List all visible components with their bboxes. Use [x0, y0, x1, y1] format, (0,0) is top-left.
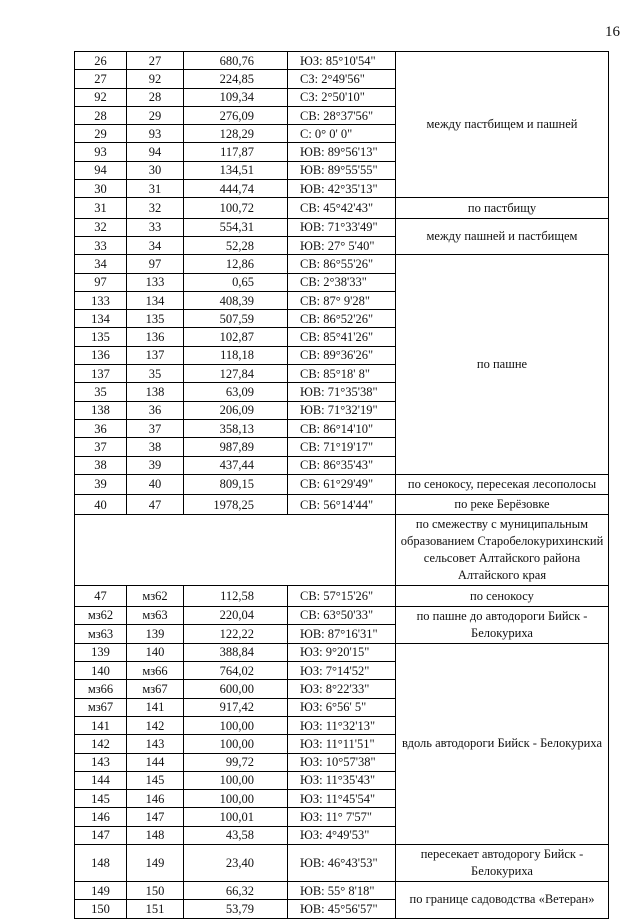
point-from: 142	[75, 735, 127, 753]
distance: 63,09	[184, 383, 288, 401]
bearing: ЮВ: 46°43'53"	[288, 844, 396, 881]
point-to: 39	[127, 456, 184, 474]
distance: 358,13	[184, 419, 288, 437]
boundary-table	[74, 51, 609, 919]
bearing: ЮЗ: 11° 7'57"	[288, 808, 396, 826]
distance: 444,74	[184, 180, 288, 198]
distance: 66,32	[184, 881, 288, 899]
distance: 112,58	[184, 586, 288, 606]
segment-description: между пастбищем и пашней	[396, 52, 609, 198]
distance: 12,86	[184, 255, 288, 273]
bearing: СВ: 89°36'26"	[288, 346, 396, 364]
distance: 100,00	[184, 771, 288, 789]
point-from: 150	[75, 900, 127, 918]
point-from: мз66	[75, 680, 127, 698]
segment-description: по сенокосу	[396, 586, 609, 606]
point-to: 31	[127, 180, 184, 198]
bearing: СВ: 86°52'26"	[288, 310, 396, 328]
bearing: СВ: 71°19'17"	[288, 438, 396, 456]
distance: 118,18	[184, 346, 288, 364]
point-from: 146	[75, 808, 127, 826]
distance: 134,51	[184, 161, 288, 179]
table-row	[75, 606, 609, 625]
point-from: 39	[75, 474, 127, 494]
distance: 23,40	[184, 844, 288, 881]
bearing: СВ: 45°42'43"	[288, 198, 396, 218]
distance: 408,39	[184, 291, 288, 309]
distance: 43,58	[184, 826, 288, 844]
table-row	[75, 52, 609, 70]
point-from: 133	[75, 291, 127, 309]
distance: 600,00	[184, 680, 288, 698]
distance: 437,44	[184, 456, 288, 474]
point-from: 29	[75, 125, 127, 143]
segment-description: пересекает автодорогу Бийск - Белокуриха	[396, 844, 609, 881]
bearing: СВ: 28°37'56"	[288, 106, 396, 124]
point-to: 27	[127, 52, 184, 70]
point-from: 135	[75, 328, 127, 346]
table-row	[75, 495, 609, 515]
point-to: 33	[127, 218, 184, 236]
point-from: 28	[75, 106, 127, 124]
point-from: 140	[75, 662, 127, 680]
distance: 102,87	[184, 328, 288, 346]
bearing: СВ: 63°50'33"	[288, 606, 396, 625]
bearing: ЮЗ: 11°35'43"	[288, 771, 396, 789]
point-to: 97	[127, 255, 184, 273]
segment-description: по сенокосу, пересекая лесополосы	[396, 474, 609, 494]
point-to: 133	[127, 273, 184, 291]
point-to: 140	[127, 643, 184, 661]
segment-description: по смежеству с муниципальным образованием Старобелокурихинский сельсовет Алтайского района Алтайского края	[396, 515, 609, 586]
point-from: 147	[75, 826, 127, 844]
bearing: СЗ: 2°50'10"	[288, 88, 396, 106]
bearing: СВ: 56°14'44"	[288, 495, 396, 515]
point-from: 93	[75, 143, 127, 161]
point-from: 38	[75, 456, 127, 474]
point-from: 36	[75, 419, 127, 437]
point-from: 94	[75, 161, 127, 179]
distance: 764,02	[184, 662, 288, 680]
point-to: 137	[127, 346, 184, 364]
table-row	[75, 515, 609, 586]
distance: 224,85	[184, 70, 288, 88]
point-from: 139	[75, 643, 127, 661]
distance: 809,15	[184, 474, 288, 494]
point-from: 145	[75, 790, 127, 808]
point-to: 34	[127, 236, 184, 254]
point-to: 37	[127, 419, 184, 437]
distance: 220,04	[184, 606, 288, 625]
point-from: 37	[75, 438, 127, 456]
point-from: 137	[75, 365, 127, 383]
point-to: 144	[127, 753, 184, 771]
bearing: СВ: 86°35'43"	[288, 456, 396, 474]
point-to: мз62	[127, 586, 184, 606]
bearing: СВ: 57°15'26"	[288, 586, 396, 606]
distance: 680,76	[184, 52, 288, 70]
distance: 276,09	[184, 106, 288, 124]
point-to: 135	[127, 310, 184, 328]
distance: 0,65	[184, 273, 288, 291]
distance: 554,31	[184, 218, 288, 236]
point-to: 94	[127, 143, 184, 161]
point-from: 32	[75, 218, 127, 236]
point-to: 146	[127, 790, 184, 808]
table-row	[75, 255, 609, 273]
bearing: ЮЗ: 11°11'51"	[288, 735, 396, 753]
distance: 52,28	[184, 236, 288, 254]
point-to: 151	[127, 900, 184, 918]
point-to: 92	[127, 70, 184, 88]
bearing: ЮЗ: 7°14'52"	[288, 662, 396, 680]
point-to: мз66	[127, 662, 184, 680]
point-from: 27	[75, 70, 127, 88]
point-to: 40	[127, 474, 184, 494]
point-from: 30	[75, 180, 127, 198]
bearing: ЮВ: 27° 5'40"	[288, 236, 396, 254]
segment-description: по границе садоводства «Ветеран»	[396, 881, 609, 918]
segment-description: по пашне	[396, 255, 609, 475]
bearing: СВ: 86°55'26"	[288, 255, 396, 273]
point-from: 149	[75, 881, 127, 899]
distance: 388,84	[184, 643, 288, 661]
point-from: 31	[75, 198, 127, 218]
point-from: 134	[75, 310, 127, 328]
point-to: 149	[127, 844, 184, 881]
distance: 917,42	[184, 698, 288, 716]
distance: 100,01	[184, 808, 288, 826]
bearing: ЮВ: 71°35'38"	[288, 383, 396, 401]
point-to: 148	[127, 826, 184, 844]
segment-description: между пашней и пастбищем	[396, 218, 609, 255]
distance: 128,29	[184, 125, 288, 143]
point-from: мз62	[75, 606, 127, 625]
segment-description: по реке Берёзовке	[396, 495, 609, 515]
point-to: 35	[127, 365, 184, 383]
bearing: СВ: 61°29'49"	[288, 474, 396, 494]
point-to: 36	[127, 401, 184, 419]
point-from: 26	[75, 52, 127, 70]
point-from: 35	[75, 383, 127, 401]
distance: 1978,25	[184, 495, 288, 515]
point-from: 141	[75, 716, 127, 734]
bearing: ЮВ: 42°35'13"	[288, 180, 396, 198]
point-to: 134	[127, 291, 184, 309]
distance: 53,79	[184, 900, 288, 918]
bearing: ЮВ: 45°56'57"	[288, 900, 396, 918]
distance: 100,72	[184, 198, 288, 218]
bearing: ЮВ: 71°33'49"	[288, 218, 396, 236]
point-from: 40	[75, 495, 127, 515]
point-to: 138	[127, 383, 184, 401]
point-to: 136	[127, 328, 184, 346]
bearing: СВ: 87° 9'28"	[288, 291, 396, 309]
distance: 109,34	[184, 88, 288, 106]
point-to: 150	[127, 881, 184, 899]
table-row	[75, 474, 609, 494]
point-to: 141	[127, 698, 184, 716]
bearing: СВ: 86°14'10"	[288, 419, 396, 437]
point-to: мз67	[127, 680, 184, 698]
point-from: 47	[75, 586, 127, 606]
point-from: мз63	[75, 625, 127, 644]
point-from: 144	[75, 771, 127, 789]
table-row	[75, 844, 609, 881]
point-to: 32	[127, 198, 184, 218]
bearing: ЮЗ: 85°10'54"	[288, 52, 396, 70]
point-to: 38	[127, 438, 184, 456]
bearing: ЮЗ: 10°57'38"	[288, 753, 396, 771]
table-row	[75, 218, 609, 236]
point-to: 30	[127, 161, 184, 179]
distance: 100,00	[184, 716, 288, 734]
point-to: 145	[127, 771, 184, 789]
bearing: ЮВ: 89°55'55"	[288, 161, 396, 179]
distance: 507,59	[184, 310, 288, 328]
bearing: СВ: 85°41'26"	[288, 328, 396, 346]
point-to: 143	[127, 735, 184, 753]
bearing: ЮЗ: 4°49'53"	[288, 826, 396, 844]
distance: 206,09	[184, 401, 288, 419]
bearing: СЗ: 2°49'56"	[288, 70, 396, 88]
point-to: 139	[127, 625, 184, 644]
segment-description: вдоль автодороги Бийск - Белокуриха	[396, 643, 609, 844]
distance: 117,87	[184, 143, 288, 161]
point-to: 28	[127, 88, 184, 106]
point-from: 97	[75, 273, 127, 291]
point-from: 143	[75, 753, 127, 771]
bearing: СВ: 85°18' 8"	[288, 365, 396, 383]
point-to: 47	[127, 495, 184, 515]
distance: 100,00	[184, 790, 288, 808]
point-from: 92	[75, 88, 127, 106]
table-row	[75, 881, 609, 899]
bearing: ЮВ: 87°16'31"	[288, 625, 396, 644]
empty-merged-cell	[75, 515, 396, 586]
distance: 99,72	[184, 753, 288, 771]
point-to: 142	[127, 716, 184, 734]
point-to: 147	[127, 808, 184, 826]
segment-description: по пастбищу	[396, 198, 609, 218]
bearing: ЮЗ: 11°45'54"	[288, 790, 396, 808]
point-from: 138	[75, 401, 127, 419]
segment-description: по пашне до автодороги Бийск - Белокуриха	[396, 606, 609, 643]
page-number: 16	[605, 24, 620, 40]
bearing: ЮЗ: 11°32'13"	[288, 716, 396, 734]
bearing: ЮЗ: 8°22'33"	[288, 680, 396, 698]
table-row	[75, 643, 609, 661]
bearing: ЮВ: 55° 8'18"	[288, 881, 396, 899]
bearing: ЮЗ: 6°56' 5"	[288, 698, 396, 716]
point-to: 29	[127, 106, 184, 124]
bearing: ЮВ: 71°32'19"	[288, 401, 396, 419]
bearing: ЮВ: 89°56'13"	[288, 143, 396, 161]
table-row	[75, 586, 609, 606]
point-from: 136	[75, 346, 127, 364]
point-to: мз63	[127, 606, 184, 625]
point-from: 33	[75, 236, 127, 254]
table-row	[75, 198, 609, 218]
point-to: 93	[127, 125, 184, 143]
point-from: мз67	[75, 698, 127, 716]
point-from: 148	[75, 844, 127, 881]
distance: 122,22	[184, 625, 288, 644]
bearing: СВ: 2°38'33"	[288, 273, 396, 291]
point-from: 34	[75, 255, 127, 273]
distance: 127,84	[184, 365, 288, 383]
distance: 100,00	[184, 735, 288, 753]
distance: 987,89	[184, 438, 288, 456]
bearing: С: 0° 0' 0"	[288, 125, 396, 143]
bearing: ЮЗ: 9°20'15"	[288, 643, 396, 661]
